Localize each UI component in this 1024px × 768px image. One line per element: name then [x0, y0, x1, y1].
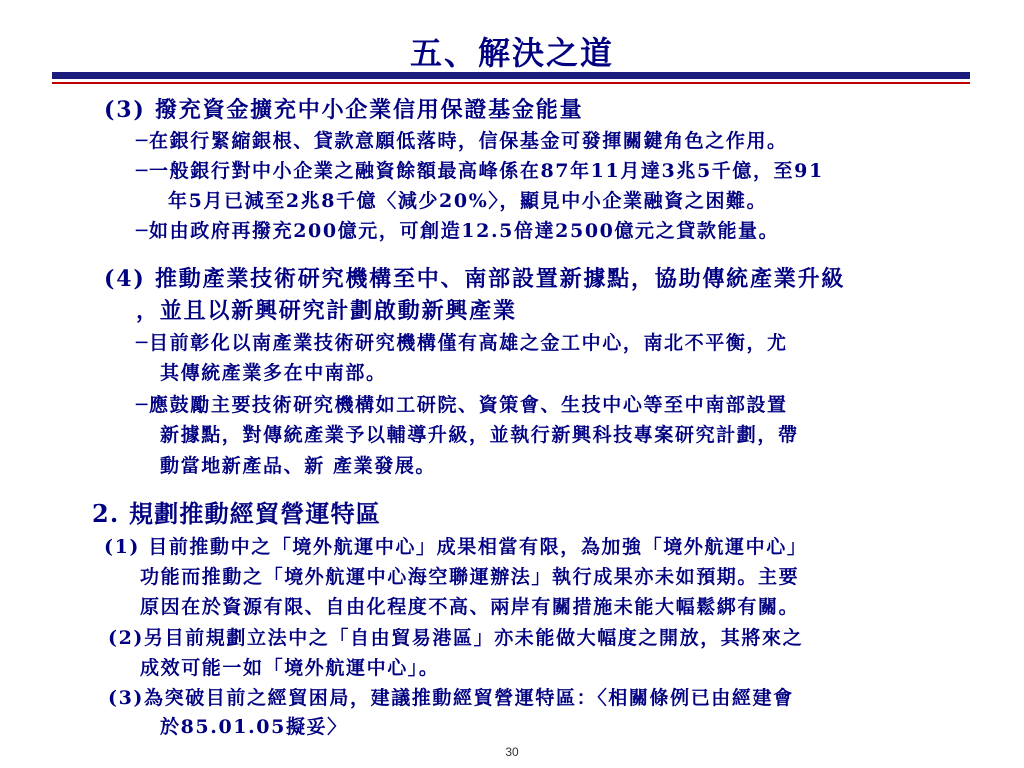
section4-heading-line1: (4) 推動產業技術研究機構至中、南部設置新據點，協助傳統產業升級 — [104, 266, 846, 292]
part2-item1-line3: 原因在於資源有限、自由化程度不高、兩岸有關措施未能大幅鬆綁有關。 — [140, 596, 800, 618]
title-underline — [52, 72, 970, 79]
part2-heading: 2. 規劃推動經貿營運特區 — [92, 499, 382, 528]
part2-item2-line2: 成效可能一如「境外航運中心」。 — [140, 657, 440, 679]
section3-heading: (3) 撥充資金擴充中小企業信用保證基金能量 — [104, 97, 584, 123]
section4-bullet1-line2: 其傳統產業多在中南部。 — [160, 362, 387, 384]
section3-bullet2-line2: 年5月已減至2兆8千億〈減少20%〉，顯見中小企業融資之困難。 — [168, 190, 768, 212]
section4-heading-line2: ，並且以新興研究計劃啟動新興產業 — [136, 298, 517, 324]
part2-item3-line1: (3)為突破目前之經貿困局，建議推動經貿營運特區：〈相關條例已由經建會 — [108, 687, 794, 709]
page-number: 30 — [505, 745, 519, 759]
part2-item3-line2: 於85.01.05擬妥〉 — [160, 716, 348, 738]
section4-bullet2-line2: 新據點，對傳統產業予以輔導升級，並執行新興科技專案研究計劃，帶 — [160, 424, 799, 446]
section3-bullet2-line1: ─一般銀行對中小企業之融資餘額最高峰係在87年11月達3兆5千億，至91 — [136, 160, 824, 182]
slide-title: 五、解決之道 — [409, 34, 614, 72]
title-underline-accent — [52, 82, 970, 84]
section4-bullet2-line1: ─應鼓勵主要技術研究機構如工研院、資策會、生技中心等至中南部設置 — [136, 394, 788, 416]
section3-bullet1: ─在銀行緊縮銀根、貸款意願低落時，信保基金可發揮關鍵角色之作用。 — [136, 130, 788, 152]
section4-bullet2-line3: 動當地新產品、新 產業發展。 — [160, 455, 437, 477]
part2-item1-line2: 功能而推動之「境外航運中心海空聯運辦法」執行成果亦未如預期。主要 — [140, 566, 800, 588]
section4-bullet1-line1: ─目前彰化以南產業技術研究機構僅有高雄之金工中心，南北不平衡，尤 — [136, 332, 788, 354]
part2-item2-line1: (2)另目前規劃立法中之「自由貿易港區」亦未能做大幅度之開放，其將來之 — [108, 627, 804, 649]
part2-item1-line1: (1) 目前推動中之「境外航運中心」成果相當有限，為加強「境外航運中心」 — [104, 536, 808, 558]
section3-bullet3: ─如由政府再撥充200億元，可創造12.5倍達2500億元之貸款能量。 — [136, 220, 780, 242]
